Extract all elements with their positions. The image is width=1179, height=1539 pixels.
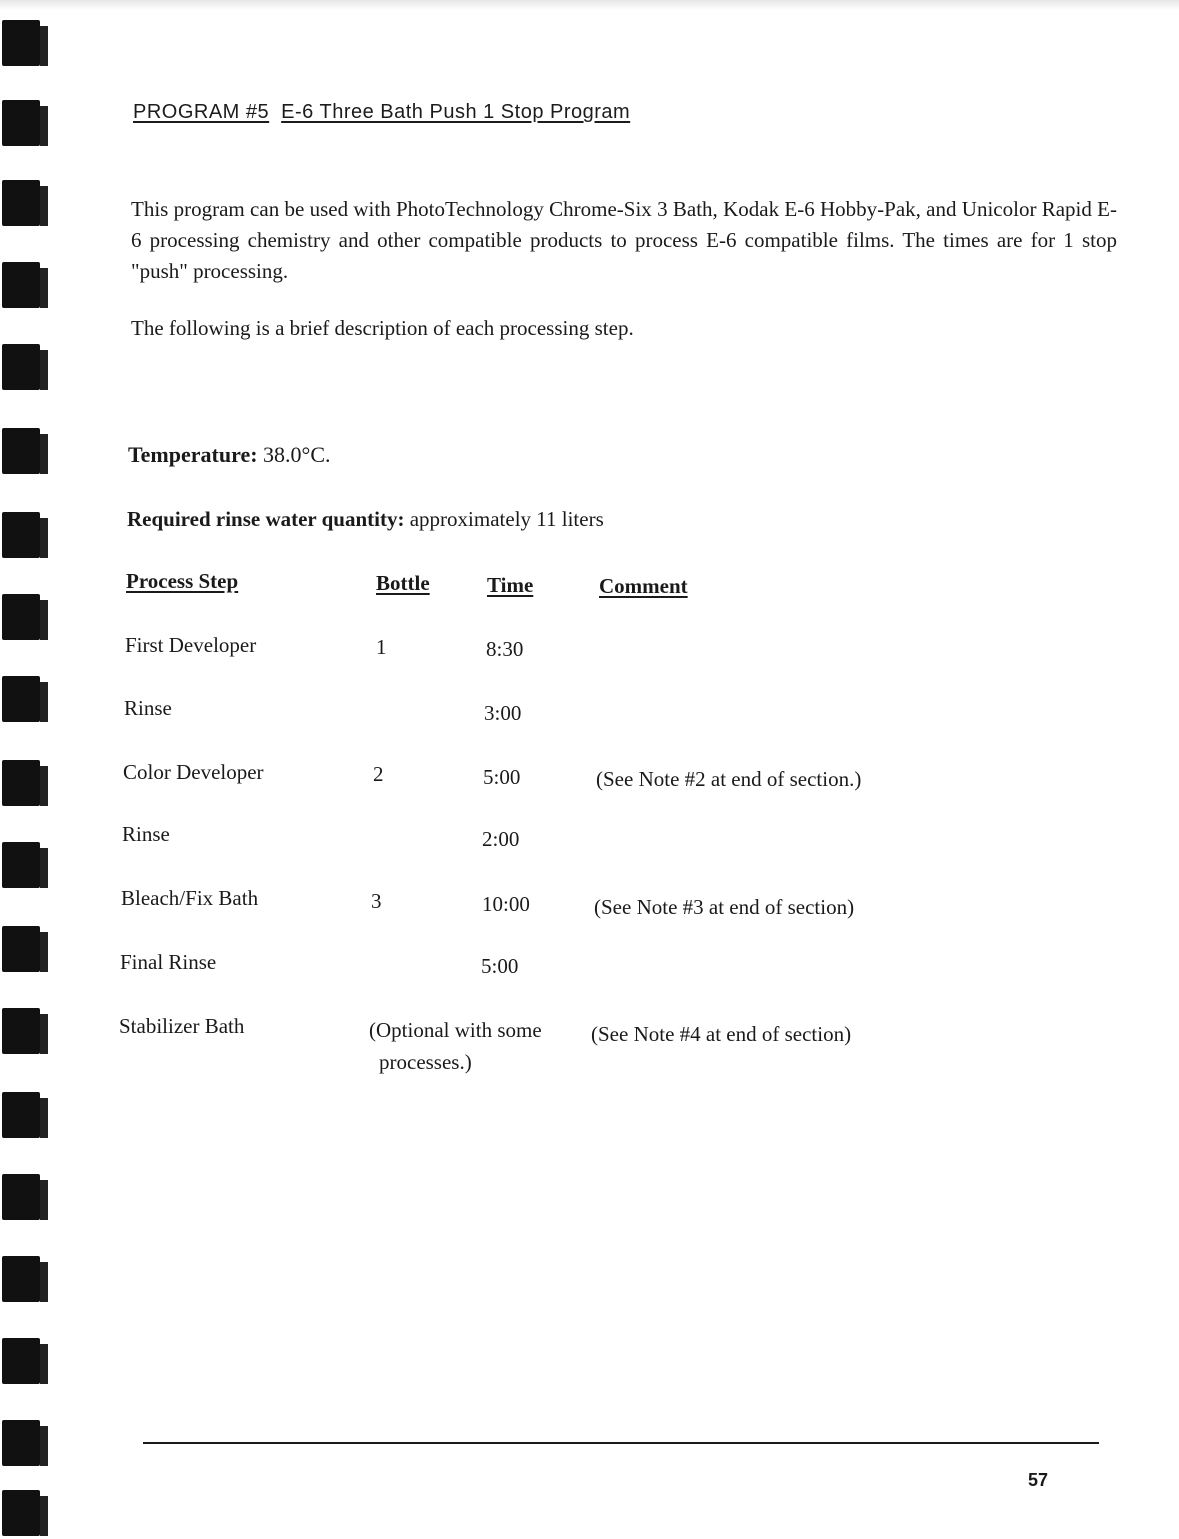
binding-hole (2, 594, 40, 640)
row-bottle-continued: processes.) (379, 1050, 472, 1074)
binding-hole (2, 20, 40, 66)
binding-hole (2, 344, 40, 390)
row-step: Rinse (122, 822, 170, 846)
program-label: PROGRAM #5 (133, 101, 270, 123)
rinse-water-value: approximately 11 liters (409, 507, 604, 531)
rinse-water-line (127, 507, 604, 532)
row-time: 8:30 (486, 637, 524, 661)
temperature-label: Temperature: (128, 442, 258, 467)
binding-hole (2, 676, 40, 722)
binding-hole (2, 1174, 40, 1220)
row-step: Final Rinse (120, 950, 217, 974)
binding-hole (2, 100, 40, 146)
row-bottle: 1 (376, 635, 387, 659)
row-comment: (See Note #3 at end of section) (594, 895, 855, 919)
row-step: Bleach/Fix Bath (121, 886, 259, 910)
header-comment: Comment (599, 574, 688, 598)
binding-hole (2, 1420, 40, 1466)
row-bottle: 2 (373, 762, 384, 786)
row-comment: (See Note #2 at end of section.) (596, 767, 862, 791)
binding-hole (2, 1256, 40, 1302)
page-top-edge (0, 0, 1179, 10)
binding-hole (2, 926, 40, 972)
spiral-binding (0, 0, 60, 1539)
intro-paragraph: This program can be used with PhotoTechnology Chrome-Six 3 Bath, Kodak E-6 Hobby-Pak, and Unicolor Rapid E-6 processing chemistry and other compatible products to process E-6 compatible films. The times are for 1 stop "push" processing. (131, 197, 1117, 283)
rinse-water-label: Required rinse water quantity: (127, 507, 405, 531)
row-bottle: 3 (371, 889, 382, 913)
program-heading (133, 101, 630, 124)
binding-hole (2, 1092, 40, 1138)
row-time: 2:00 (482, 827, 520, 851)
binding-hole (2, 760, 40, 806)
binding-hole (2, 428, 40, 474)
header-process-step: Process Step (126, 569, 239, 593)
binding-hole (2, 180, 40, 226)
row-comment: (See Note #4 at end of section) (591, 1022, 852, 1046)
binding-hole (2, 1490, 40, 1536)
binding-hole (2, 1338, 40, 1384)
row-time: 5:00 (481, 954, 519, 978)
footer-rule (143, 1442, 1099, 1444)
binding-hole (2, 262, 40, 308)
row-step: Stabilizer Bath (119, 1014, 245, 1038)
temperature-value: 38.0°C. (263, 442, 331, 467)
row-step: First Developer (125, 633, 257, 657)
page-number: 57 (1028, 1470, 1049, 1490)
row-step: Rinse (124, 696, 172, 720)
row-step: Color Developer (123, 760, 264, 784)
header-time: Time (487, 573, 534, 597)
binding-hole (2, 1008, 40, 1054)
header-bottle: Bottle (376, 571, 430, 595)
temperature-line (128, 442, 331, 468)
row-time: 3:00 (484, 701, 522, 725)
row-bottle: (Optional with some (369, 1018, 542, 1042)
row-time: 10:00 (482, 892, 530, 916)
binding-hole (2, 512, 40, 558)
brief-description: The following is a brief description of each processing step. (131, 316, 634, 340)
row-time: 5:00 (483, 765, 521, 789)
program-title: E-6 Three Bath Push 1 Stop Program (281, 101, 631, 123)
binding-hole (2, 842, 40, 888)
